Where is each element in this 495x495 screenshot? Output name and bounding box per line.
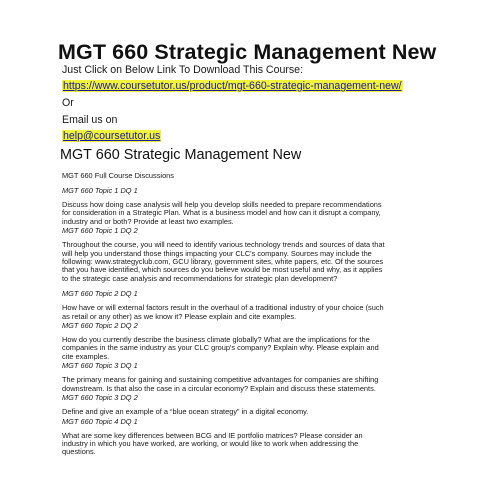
topic-item <box>62 186 440 226</box>
topic-heading: MGT 660 Topic 2 DQ 1 <box>62 289 138 299</box>
topic-question <box>62 241 440 283</box>
document-title: MGT 660 Strategic Management New <box>58 40 437 64</box>
topic-question <box>62 408 440 416</box>
question-line: questions. <box>62 447 96 457</box>
topic-item <box>62 226 440 283</box>
or-text: Or <box>62 97 74 109</box>
topic-question <box>62 304 440 321</box>
topic-question <box>62 376 440 393</box>
topic-heading: MGT 660 Topic 3 DQ 2 <box>62 393 138 403</box>
question-line: Discuss how doing case analysis will help you develop skills needed to prepare recommendations <box>62 200 382 209</box>
question-line: that you have identified, which sources do you believe would be most useful and why, as it applies <box>62 265 383 275</box>
topic-heading: MGT 660 Topic 2 DQ 2 <box>62 321 138 331</box>
question-line: for consideration in a Strategic Plan. What is a business model and how can it disrupt a company, <box>62 208 381 218</box>
full-course-label: MGT 660 Full Course Discussions <box>62 171 174 180</box>
question-line: cite examples. <box>62 351 110 361</box>
question-line: industry and or both? Provide at least two examples. <box>62 216 234 226</box>
topic-item <box>62 417 440 457</box>
question-line: companies in the same industry as your CLC group's company? Explain why. Please explain and <box>62 343 379 353</box>
download-instruction: Just Click on Below Link To Download This Course: <box>62 64 304 76</box>
topic-item <box>62 361 440 393</box>
question-line: Define and give an example of a “blue ocean strategy” in a digital economy. <box>62 407 309 417</box>
topic-heading: MGT 660 Topic 1 DQ 2 <box>62 226 138 236</box>
email-label: Email us on <box>62 114 118 126</box>
topic-item <box>62 321 440 361</box>
topic-question <box>62 201 440 226</box>
email-link[interactable]: help@coursetutor.us <box>63 130 161 142</box>
question-line: The primary means for gaining and sustaining competitive advantages for companies are shifting <box>62 375 379 385</box>
topic-list <box>62 186 440 463</box>
topic-item <box>62 289 440 321</box>
question-line: to the strategic case analysis and recommendations for strategic plan development? <box>62 273 338 283</box>
course-link[interactable]: https://www.coursetutor.us/product/mgt-660-strategic-management-new/ <box>63 80 402 92</box>
topic-heading: MGT 660 Topic 4 DQ 1 <box>62 416 138 426</box>
topic-question <box>62 432 440 457</box>
question-line: What are some key differences between BCG and IE portfolio matrices? Please consider an <box>62 430 363 440</box>
section-title: MGT 660 Strategic Management New <box>60 147 302 163</box>
question-line: as retail or any other) as we know it? Please explain and cite examples. <box>62 311 297 321</box>
topic-question <box>62 336 440 361</box>
question-line: How have or will external factors result in the overhaul of a traditional industry of your choice (such <box>62 303 384 313</box>
question-line: will help you understand those things impacting your CLC's company. Sources may include the <box>62 248 372 258</box>
topic-item <box>62 393 440 416</box>
topic-heading: MGT 660 Topic 1 DQ 1 <box>62 186 138 195</box>
question-line: industry in which you have worked, are working, or would like to work when addressing the <box>62 438 359 448</box>
question-line: Throughout the course, you will need to identify various technology trends and sources of data that <box>62 240 385 250</box>
question-line: How do you currently describe the business climate globally? What are the implications for the <box>62 335 370 345</box>
question-line: following: www.strategyclub.com, GCU library, government sites, white papers, etc. Of the sources <box>62 257 384 267</box>
topic-heading: MGT 660 Topic 3 DQ 1 <box>62 361 138 371</box>
question-line: downstream. Is that also the case in a circular economy? Explain and discuss these statements. <box>62 383 376 393</box>
